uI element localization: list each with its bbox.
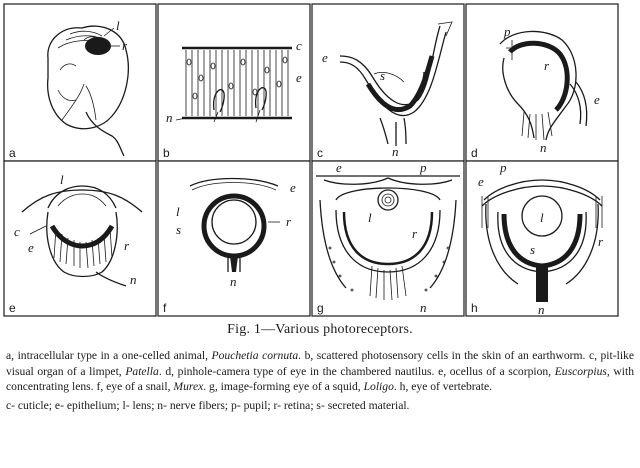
caption-item-b: b, scattered photosensory cells in the skin of an earthworm. [304,349,589,362]
label-g-p: p [420,160,427,175]
label-d-n: n [540,140,547,155]
label-f-r: r [286,214,292,229]
panel-letter-d: d [471,146,478,160]
label-a-l: l [116,18,120,33]
label-b-n: n [166,110,173,125]
panel-letter-h: h [471,301,478,315]
panel-b [158,4,310,161]
label-d-p: p [504,24,511,39]
panel-letter-c: c [317,146,323,160]
label-a-r: r [122,38,128,53]
panel-letter-f: f [163,301,167,315]
caption-item-h: h, eye of vertebrate. [399,380,493,393]
label-f-n: n [230,274,237,289]
panel-letter-a: a [9,146,16,160]
panel-f [158,161,310,316]
label-g-e: e [336,160,342,175]
label-g-r: r [412,226,418,241]
label-g-n: n [420,300,427,315]
label-h-n: n [538,302,545,317]
panel-c [312,4,464,161]
label-d-e: e [594,92,600,107]
caption-item-d: d, pinhole-camera type of eye in the chambered nautilus. [165,364,439,378]
label-h-s: s [530,242,536,257]
label-e-c: c [14,224,20,239]
label-c-r: r [422,66,428,81]
label-b-c: c [296,38,302,53]
label-g-l: l [368,210,372,225]
label-e-r: r [124,238,130,253]
label-b-e: e [296,70,302,85]
caption-item-e: e, ocellus of a scorpion, Euscorpius, with concentrating lens. [6,364,635,393]
caption-item-a: a, intracellular type in a one-celled animal, Pouchetia cornuta. [6,349,305,362]
label-f-l: l [176,204,180,219]
panel-a [4,4,156,161]
caption-item-f: f, eye of a snail, Murex. [96,380,210,393]
label-e-n: n [130,272,137,287]
panel-h [466,160,618,317]
label-f-s: s [176,222,182,237]
caption-abbreviation-key: c- cuticle; e- epithelium; l- lens; n- nerve fibers; p- pupil; r- retina; s- secreted material. [6,398,410,412]
panel-letter-g: g [317,301,324,315]
label-c-e: e [322,50,328,65]
label-e-e: e [28,240,34,255]
caption-item-c: c, pit-like visual organ of a limpet, Patella. [6,349,634,378]
panel-e [4,161,156,316]
label-h-l: l [540,210,544,225]
panel-d [466,4,618,161]
label-f-e: e [290,180,296,195]
label-h-p: p [500,160,507,175]
label-d-r: r [544,58,550,73]
label-c-n: n [392,144,399,159]
panel-g [312,160,464,316]
caption-item-g: g, image-forming eye of a squid, Loligo. [209,380,400,393]
panel-letter-b: b [163,146,170,160]
label-e-l: l [60,172,64,187]
figure-caption-body [6,348,634,413]
label-h-r: r [598,234,604,249]
label-c-s: s [380,68,386,83]
caption-descriptions [6,348,634,395]
panel-letter-e: e [9,301,16,315]
figure-caption-title: Fig. 1—Various photoreceptors. [227,322,413,337]
label-h-e: e [478,174,484,189]
